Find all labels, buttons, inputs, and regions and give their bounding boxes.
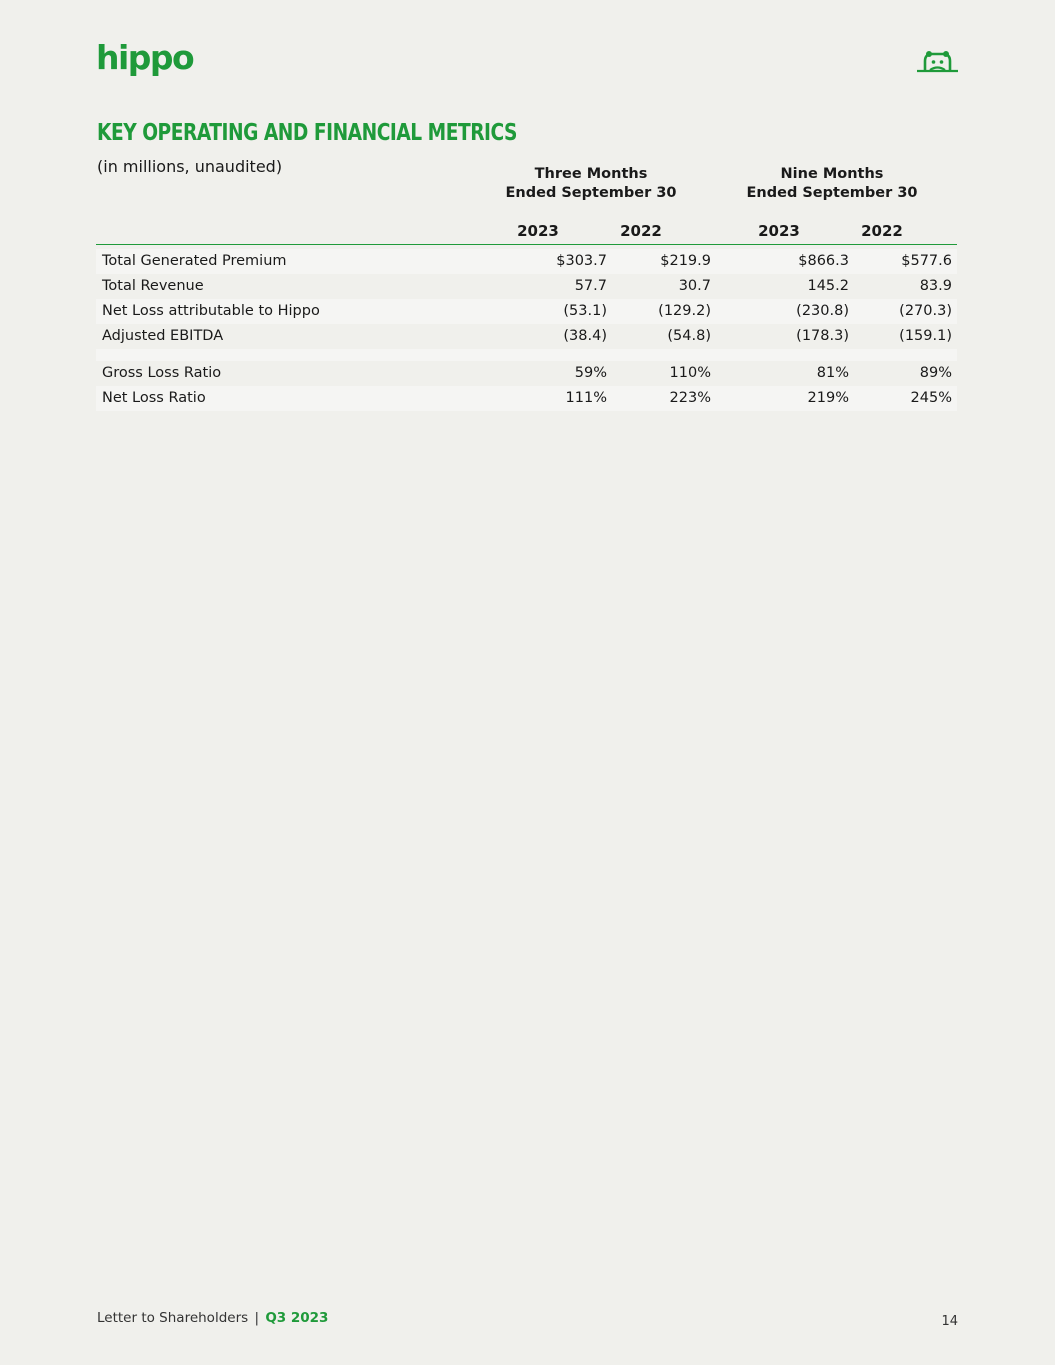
cell-value: (159.1) bbox=[899, 328, 952, 344]
year-header: 2022 bbox=[620, 222, 662, 240]
year-header: 2023 bbox=[758, 222, 800, 240]
cell-value: 57.7 bbox=[574, 278, 607, 294]
cell-value: 83.9 bbox=[919, 278, 952, 294]
footer-letter: Letter to Shareholders bbox=[97, 1310, 249, 1326]
cell-value: (129.2) bbox=[658, 303, 711, 319]
row-label: Gross Loss Ratio bbox=[102, 365, 222, 381]
table-row bbox=[96, 386, 957, 411]
footer-quarter: Q3 2023 bbox=[265, 1310, 329, 1326]
cell-value: 219% bbox=[807, 390, 849, 406]
cell-value: (270.3) bbox=[899, 303, 952, 319]
table-row bbox=[96, 299, 957, 324]
nine-months-header bbox=[707, 165, 957, 203]
nine-months-header-line2: Ended September 30 bbox=[746, 185, 918, 201]
footer bbox=[97, 1310, 328, 1326]
cell-value: $866.3 bbox=[798, 253, 849, 269]
table-row bbox=[96, 324, 957, 349]
table-row bbox=[96, 274, 957, 299]
page-number: 14 bbox=[941, 1314, 958, 1329]
cell-value: 111% bbox=[565, 390, 607, 406]
page-title: KEY OPERATING AND FINANCIAL METRICS bbox=[97, 120, 517, 146]
cell-value: 81% bbox=[816, 365, 849, 381]
cell-value: (38.4) bbox=[563, 328, 607, 344]
cell-value: 30.7 bbox=[678, 278, 711, 294]
year-header: 2022 bbox=[861, 222, 903, 240]
table-row bbox=[96, 249, 957, 274]
hippo-logo: hippo bbox=[96, 38, 194, 77]
metrics-table bbox=[96, 249, 957, 411]
cell-value: (53.1) bbox=[563, 303, 607, 319]
row-label: Net Loss Ratio bbox=[102, 390, 206, 406]
cell-value: 59% bbox=[574, 365, 607, 381]
cell-value: $303.7 bbox=[556, 253, 607, 269]
cell-value: $577.6 bbox=[901, 253, 952, 269]
row-label: Total Generated Premium bbox=[102, 253, 287, 269]
three-months-header-line2: Ended September 30 bbox=[505, 185, 677, 201]
cell-value: 89% bbox=[919, 365, 952, 381]
table-row bbox=[96, 361, 957, 386]
cell-value: 110% bbox=[669, 365, 711, 381]
row-spacer bbox=[96, 349, 957, 361]
cell-value: 245% bbox=[910, 390, 952, 406]
cell-value: (230.8) bbox=[796, 303, 849, 319]
row-label: Net Loss attributable to Hippo bbox=[102, 303, 320, 319]
units-note: (in millions, unaudited) bbox=[97, 157, 283, 176]
nine-months-header-line1: Nine Months bbox=[780, 166, 884, 182]
cell-value: (54.8) bbox=[667, 328, 711, 344]
cell-value: (178.3) bbox=[796, 328, 849, 344]
cell-value: 145.2 bbox=[807, 278, 849, 294]
cell-value: 223% bbox=[669, 390, 711, 406]
row-label: Adjusted EBITDA bbox=[102, 328, 224, 344]
row-label: Total Revenue bbox=[102, 278, 204, 294]
hippo-face-icon bbox=[916, 49, 959, 73]
year-header: 2023 bbox=[517, 222, 559, 240]
three-months-header-line1: Three Months bbox=[534, 166, 648, 182]
header-divider bbox=[96, 244, 957, 245]
three-months-header bbox=[466, 165, 716, 203]
cell-value: $219.9 bbox=[660, 253, 711, 269]
footer-separator: | bbox=[254, 1310, 260, 1326]
